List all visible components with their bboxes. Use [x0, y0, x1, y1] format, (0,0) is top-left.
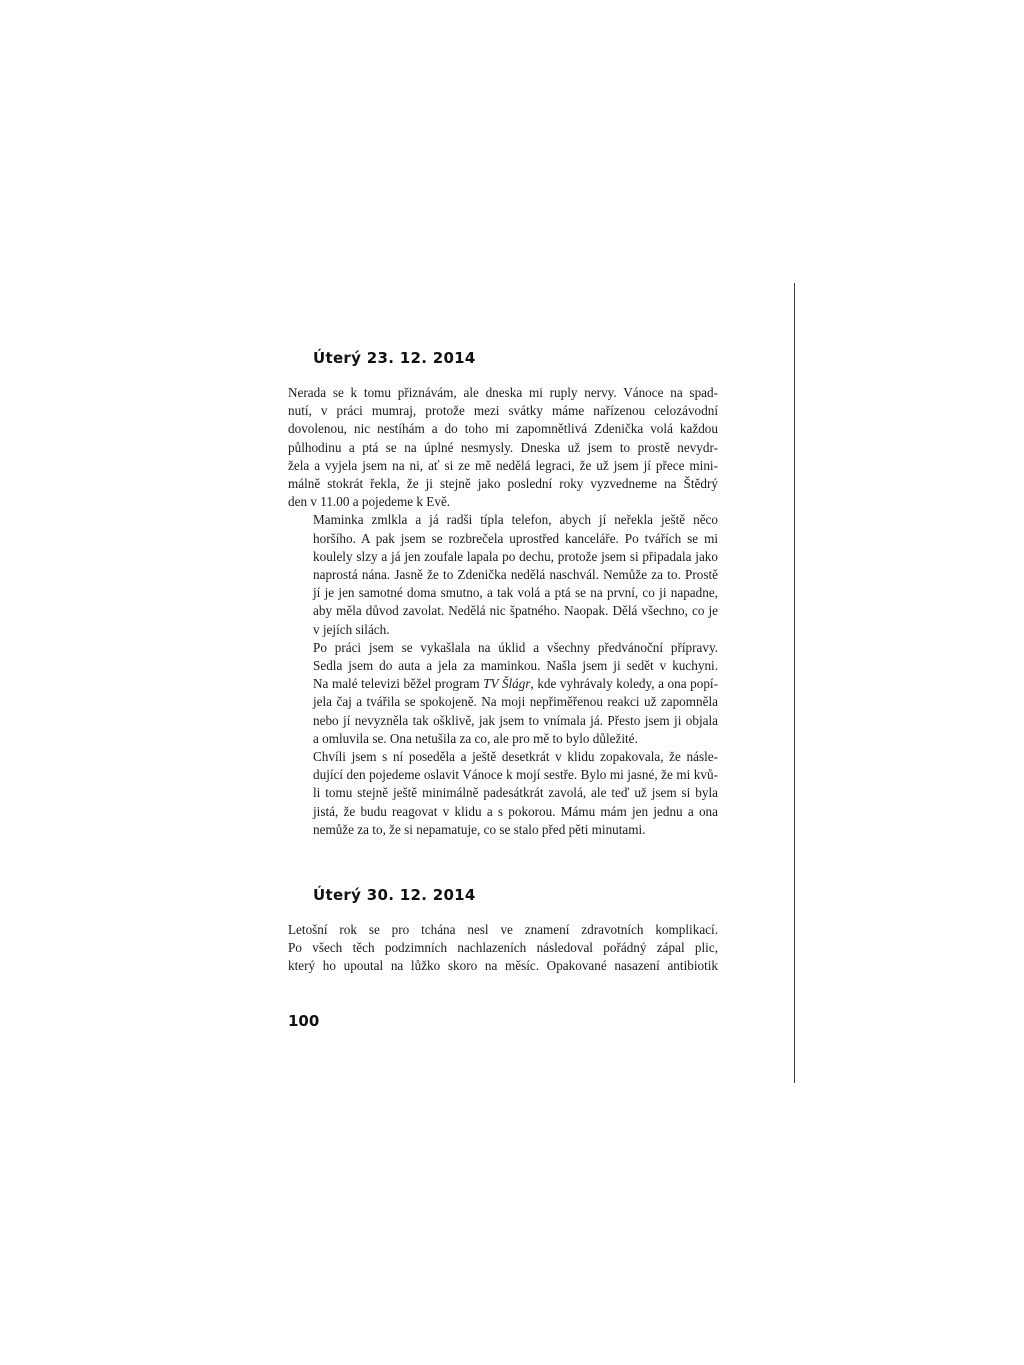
text-line: jistá, že budu reagovat v klidu a s pokorou. Mámu mám jen jednu a ona [313, 803, 718, 819]
text-line: málně stokrát řekla, že ji stejně jako poslední roky vyzvedneme na Štědrý [288, 476, 718, 492]
text-line: nutí, v práci mumraj, protože mezi svátky máme nařízenou celozávodní [288, 403, 718, 419]
paragraph [288, 921, 718, 976]
entry-heading-1: Úterý 23. 12. 2014 [313, 349, 476, 367]
text-line: v jejích silách. [313, 621, 390, 637]
text-line: jela čaj a tvářila se spokojeně. Na moji nepřiměřenou reakci už zapomněla [313, 694, 718, 710]
text-line: který ho upoutal na lůžko skoro na měsíc. Opakované nasazení antibiotik [288, 958, 718, 974]
text-line: jí je jen samotné doma smutno, a tak volá a ptá se na první, co ji napadne, [313, 585, 718, 601]
text-line: dovolenou, nic nestíhám a do toho mi zapomnětlivá Zdenička volá každou [288, 421, 718, 437]
text-line: horšího. A pak jsem se rozbrečela uprostřed kanceláře. Po tvářích se mi [313, 530, 718, 546]
text-line: a omluvila se. Ona netušila za co, ale pro mě to bylo důležité. [313, 730, 638, 746]
text-line: dující den pojedeme oslavit Vánoce k mojí sestře. Bylo mi jasné, že mi kvů- [313, 767, 718, 783]
text-line: Po všech těch podzimních nachlazeních následoval pořádný zápal plic, [288, 940, 718, 956]
text-line: Nerada se k tomu přiznávám, ale dneska mi ruply nervy. Vánoce na spad- [288, 385, 718, 400]
text-line: Na malé televizi běžel program TV Šlágr, kde vyhrávaly koledy, a ona popí- [313, 676, 718, 692]
page-number: 100 [288, 1012, 320, 1030]
text-line: den v 11.00 a pojedeme k Evě. [288, 494, 451, 510]
text-line: koulely slzy a já jen zoufale lapala po dechu, protože jsem si připadala jako [313, 548, 718, 564]
paragraph [288, 384, 718, 511]
text-line: Sedla jsem do auta a jela za maminkou. Našla jsem ji sedět v kuchyni. [313, 658, 718, 674]
entry-heading-2: Úterý 30. 12. 2014 [313, 886, 476, 904]
text-line: Po práci jsem se vykašlala na úklid a všechny předvánoční přípravy. [313, 639, 718, 655]
entry-body-1 [288, 384, 718, 839]
text-line: žela a vyjela jsem na ni, ať si ze mě nedělá legraci, že už jsem jí přece mini- [288, 457, 718, 473]
page-trim-line [794, 283, 795, 1083]
text-line: aby měla důvod zavolat. Nedělá nic špatného. Naopak. Dělá všechno, co je [313, 603, 718, 619]
text-line: Chvíli jsem s ní poseděla a ještě desetkrát v klidu zopakovala, že násle- [313, 749, 718, 765]
text-line: půlhodinu a ptá se na úplné nesmysly. Dneska už jsem to prostě nevydr- [288, 439, 718, 455]
text-line: li tomu stejně ještě minimálně padesátkrát zavolá, ale teď už jsem si byla [313, 785, 718, 801]
text-line: nebo jí nevyzněla tak ošklivě, jak jsem to vnímala já. Přesto jsem ji objala [313, 712, 718, 728]
text-line: nemůže za to, že si nepamatuje, co se stalo před pěti minutami. [313, 821, 646, 837]
text-line: Letošní rok se pro tchána nesl ve znamení zdravotních komplikací. [288, 922, 718, 937]
entry-body-2 [288, 921, 718, 976]
paragraph [288, 639, 718, 748]
paragraph [288, 748, 718, 839]
text-line: Maminka zmlkla a já radši típla telefon, abych jí neřekla ještě něco [313, 512, 718, 528]
text-line: naprostá nána. Jasně že to Zdenička nedělá naschvál. Nemůže za to. Prostě [313, 567, 718, 583]
paragraph [288, 511, 718, 638]
